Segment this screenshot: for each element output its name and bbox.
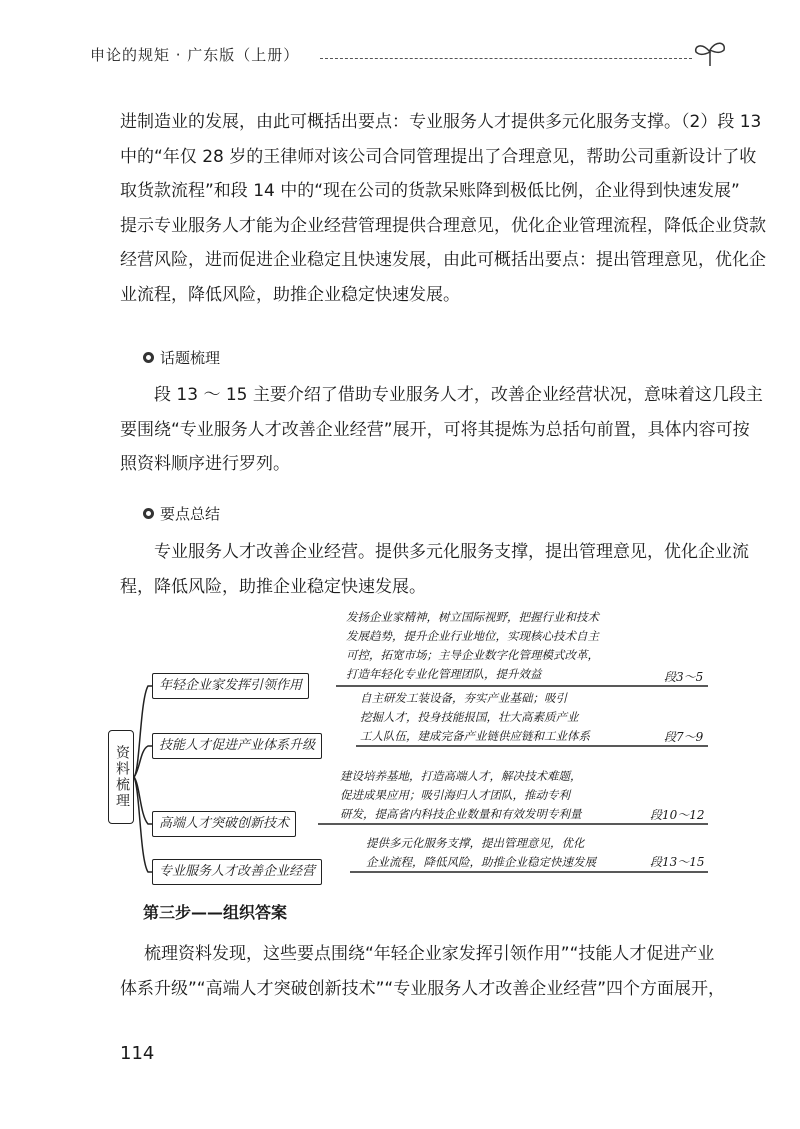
paragraph-ref: 段10～12 [650,808,705,822]
paragraph-analysis [120,105,766,312]
paragraph-topic [120,378,763,482]
text-line: 提示专业服务人才能为企业经营管理提供合理意见，优化企业管理流程，降低企业贷款 [120,215,766,236]
detail-line: 研发，提高省内科技企业数量和有效发明专利量 [340,807,582,821]
detail-line: 可控，拓宽市场；主导企业数字化管理模式改革， [346,648,599,662]
text-line: 段 13 ～ 15 主要介绍了借助专业服务人才，改善企业经营状况，意味着这几段主 [154,385,763,405]
mindmap-detail [340,767,582,824]
text-line: 梳理资料发现，这些要点围绕“年轻企业家发挥引领作用”“技能人才促进产业 [144,944,715,964]
text-line: 体系升级”“高端人才突破创新技术”“专业服务人才改善企业经营”四个方面展开， [120,978,726,999]
mindmap-detail [346,608,599,684]
detail-line: 自主研发工装设备，夯实产业基础；吸引 [360,691,567,705]
book-title: 申论的规矩 · 广东版（上册） [90,46,300,64]
section-heading-topic [143,347,220,368]
mindmap-detail [366,834,596,872]
mindmap-detail [360,689,590,746]
mindmap-root: 资料梳理 [108,730,134,824]
mindmap-branch: 年轻企业家发挥引领作用 [152,673,309,699]
header-rule [320,58,692,59]
detail-line: 发展趋势，提升企业行业地位，实现核心技术自主 [346,629,599,643]
paragraph-summary [120,535,749,604]
detail-line: 发扬企业家精神，树立国际视野，把握行业和技术 [346,610,599,624]
text-line: 取货款流程”和段 14 中的“现在公司的货款呆账降到极低比例，企业得到快速发展” [120,181,740,201]
mindmap-branch: 专业服务人才改善企业经营 [152,859,322,885]
running-header [90,38,730,72]
bullet-icon [143,352,154,363]
mindmap-branch: 技能人才促进产业体系升级 [152,733,322,759]
text-line: 照资料顺序进行罗列。 [120,454,290,474]
detail-line: 挖掘人才，投身技能报国，壮大高素质产业 [360,710,579,724]
page-number: 114 [120,1043,155,1064]
paragraph-ref: 段7～9 [664,730,704,744]
paragraph-answer [120,937,726,1006]
text-line: 进制造业的发展，由此可概括出要点：专业服务人才提供多元化服务支撑。（2）段 13 [120,112,762,132]
text-line: 中的“年仅 28 岁的王律师对该公司合同管理提出了合理意见，帮助公司重新设计了收 [120,146,757,167]
detail-line: 建设培养基地，打造高端人才，解决技术难题， [340,769,582,783]
step-title: 第三步——组织答案 [143,903,288,922]
text-line: 专业服务人才改善企业经营。提供多元化服务支撑，提出管理意见，优化企业流 [154,542,749,562]
section-title: 话题梳理 [160,349,221,367]
section-title: 要点总结 [160,505,221,523]
text-line: 要围绕“专业服务人才改善企业经营”展开，可将其提炼为总括句前置，具体内容可按 [120,419,750,440]
sprout-icon [690,38,730,68]
text-line: 经营风险，进而促进企业稳定且快速发展，由此可概括出要点：提出管理意见，优化企 [120,250,766,270]
detail-line: 提供多元化服务支撑，提出管理意见，优化 [366,836,585,850]
bullet-icon [143,508,154,519]
detail-line: 企业流程，降低风险，助推企业稳定快速发展 [366,855,596,869]
detail-line: 工人队伍，建成完备产业链供应链和工业体系 [360,729,590,743]
paragraph-ref: 段3～5 [664,670,704,684]
detail-line: 促进成果应用；吸引海归人才团队，推动专利 [340,788,570,802]
detail-line: 打造年轻化专业化管理团队，提升效益 [346,667,542,681]
paragraph-ref: 段13～15 [650,855,705,869]
text-line: 程，降低风险，助推企业稳定快速发展。 [120,576,426,597]
text-line: 业流程，降低风险，助推企业稳定快速发展。 [120,284,460,305]
section-heading-summary [143,503,220,524]
mindmap-branch: 高端人才突破创新技术 [152,811,296,837]
